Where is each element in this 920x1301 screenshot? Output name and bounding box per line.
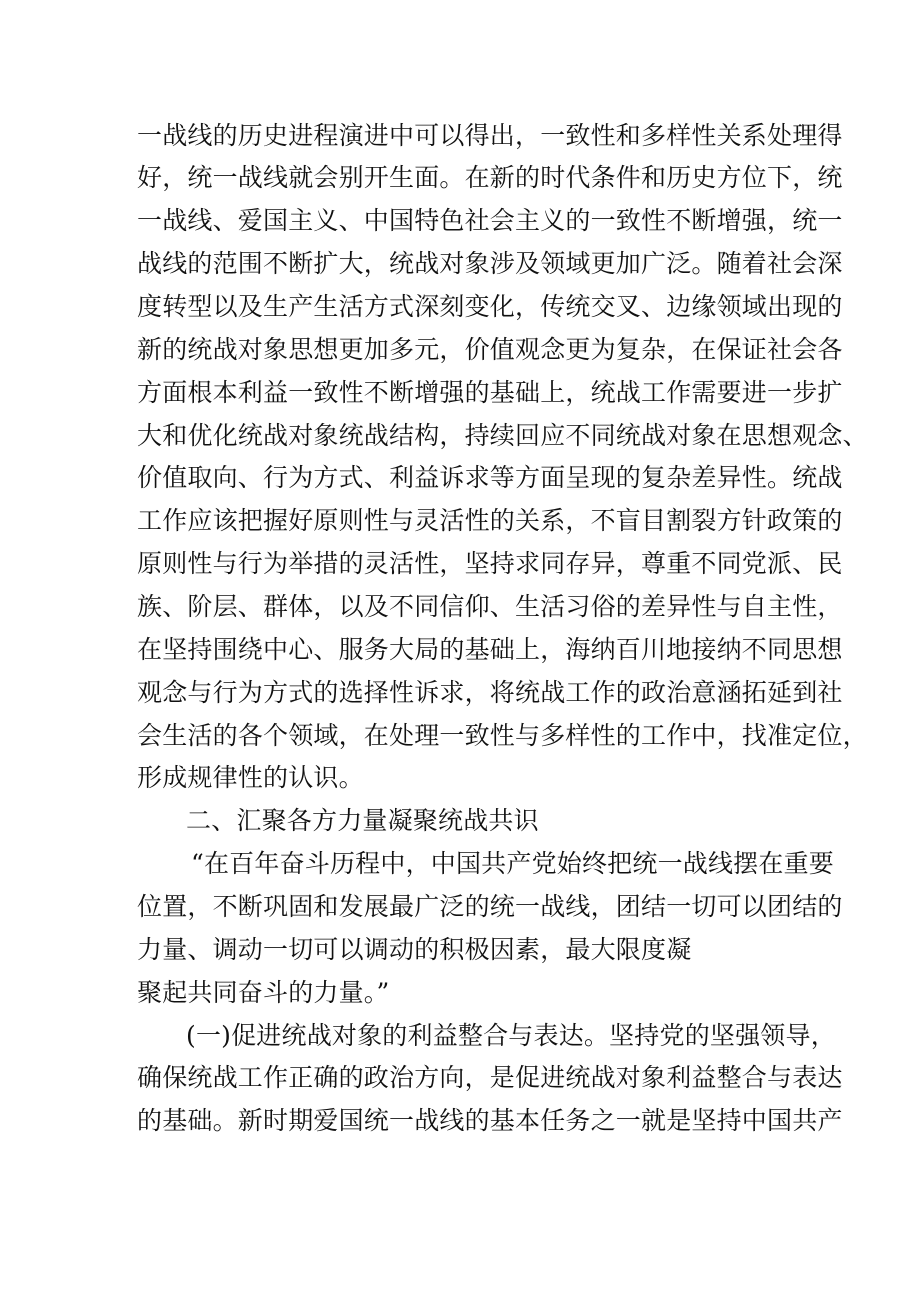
text-line: 工作应该把握好原则性与灵活性的关系，不盲目割裂方针政策的 — [137, 506, 843, 535]
text-line: 原则性与行为举措的灵活性，坚持求同存异，尊重不同党派、民 — [137, 549, 843, 578]
quote-line: “在百年奋斗历程中，中国共产党始终把统一战线摆在重要 — [191, 849, 834, 878]
text-line: 方面根本利益一致性不断增强的基础上，统战工作需要进一步扩 — [137, 378, 843, 407]
text-line: 大和优化统战对象统战结构，持续回应不同统战对象在思想观念、 — [137, 421, 868, 450]
text-line: 价值取向、行为方式、利益诉求等方面呈现的复杂差异性。统战 — [137, 463, 843, 492]
subsection-line: (一)促进统战对象的利益整合与表达。坚持党的坚强领导， — [186, 1021, 836, 1050]
text-line: 度转型以及生产生活方式深刻变化，传统交叉、边缘领域出现的 — [137, 292, 843, 321]
quote-line: 位置，不断巩固和发展最广泛的统一战线，团结一切可以团结的 — [137, 892, 843, 921]
text-line: 在坚持围绕中心、服务大局的基础上，海纳百川地接纳不同思想 — [137, 635, 843, 664]
text-line: 一战线的历史进程演进中可以得出，一致性和多样性关系处理得 — [137, 121, 843, 150]
text-line: 观念与行为方式的选择性诉求，将统战工作的政治意涵拓延到社 — [137, 678, 843, 707]
quote-line: 聚起共同奋斗的力量。” — [137, 978, 390, 1007]
text-line: 会生活的各个领域，在处理一致性与多样性的工作中，找准定位， — [137, 721, 868, 750]
text-line: 新的统战对象思想更加多元，价值观念更为复杂，在保证社会各 — [137, 335, 843, 364]
text-line: 战线的范围不断扩大，统战对象涉及领域更加广泛。随着社会深 — [137, 249, 843, 278]
text-line: 形成规律性的认识。 — [137, 763, 364, 792]
text-line: 一战线、爱国主义、中国特色社会主义的一致性不断增强，统一 — [137, 206, 843, 235]
text-line: 族、阶层、群体，以及不同信仰、生活习俗的差异性与自主性， — [137, 592, 843, 621]
quote-line: 力量、调动一切可以调动的积极因素，最大限度凝 — [137, 935, 692, 964]
text-line: 确保统战工作正确的政治方向，是促进统战对象利益整合与表达 — [137, 1063, 843, 1092]
text-line: 的基础。新时期爱国统一战线的基本任务之一就是坚持中国共产 — [137, 1106, 843, 1135]
text-line: 好，统一战线就会别开生面。在新的时代条件和历史方位下，统 — [137, 163, 843, 192]
section-heading: 二、汇聚各方力量凝聚统战共识 — [186, 806, 539, 835]
